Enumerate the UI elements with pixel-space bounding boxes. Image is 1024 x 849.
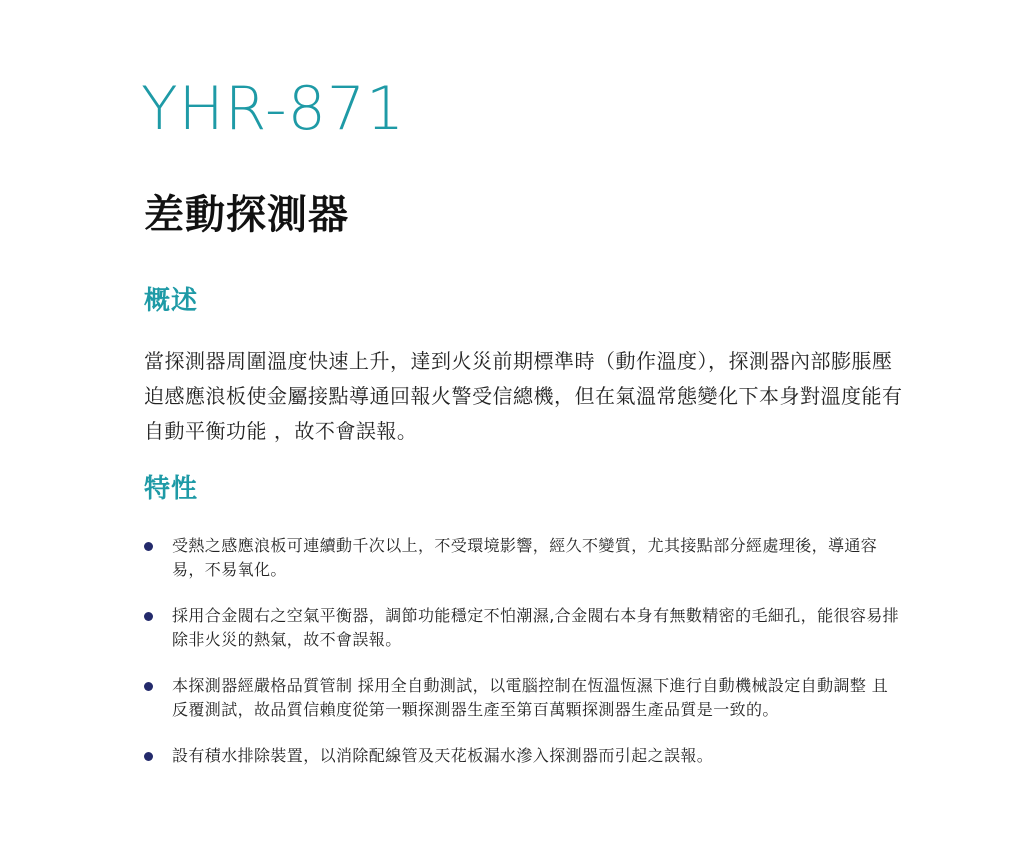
feature-text: 採用合金閥右之空氣平衡器，調節功能穩定不怕潮濕,合金閥右本身有無數精密的毛細孔，能很容易排除非火災的熱氣，故不會誤報。: [172, 606, 900, 649]
feature-item: [144, 674, 904, 722]
overview-text: 當探測器周圍溫度快速上升，達到火災前期標準時（動作溫度），探測器內部膨脹壓迫感應浪板使金屬接點導通回報火警受信總機，但在氣溫常態變化下本身對溫度能有自動平衡功能 ，故不會誤報。: [144, 349, 903, 443]
model-number: YHR-871: [141, 74, 406, 144]
feature-item: [144, 604, 904, 652]
feature-text: 設有積水排除裝置，以消除配線管及天花板漏水滲入探測器而引起之誤報。: [172, 746, 714, 765]
features-list: [144, 534, 904, 790]
feature-item: [144, 534, 904, 582]
features-heading: 特性: [144, 474, 199, 504]
feature-text: 受熱之感應浪板可連續動千次以上，不受環境影響，經久不變質，尤其接點部分經處理後，導通容易，不易氧化。: [172, 536, 878, 579]
feature-text: 本探測器經嚴格品質管制 採用全自動測試，以電腦控制在恆溫恆濕下進行自動機械設定自動調整 且反覆測試，故品質信賴度從第一顆探測器生產至第百萬顆探測器生產品質是一致的。: [172, 676, 889, 719]
bullet-icon: [144, 752, 153, 761]
feature-item: [144, 744, 904, 768]
bullet-icon: [144, 682, 153, 691]
product-title: 差動探測器: [144, 192, 349, 238]
bullet-icon: [144, 542, 153, 551]
bullet-icon: [144, 612, 153, 621]
overview-heading: 概述: [144, 286, 199, 316]
